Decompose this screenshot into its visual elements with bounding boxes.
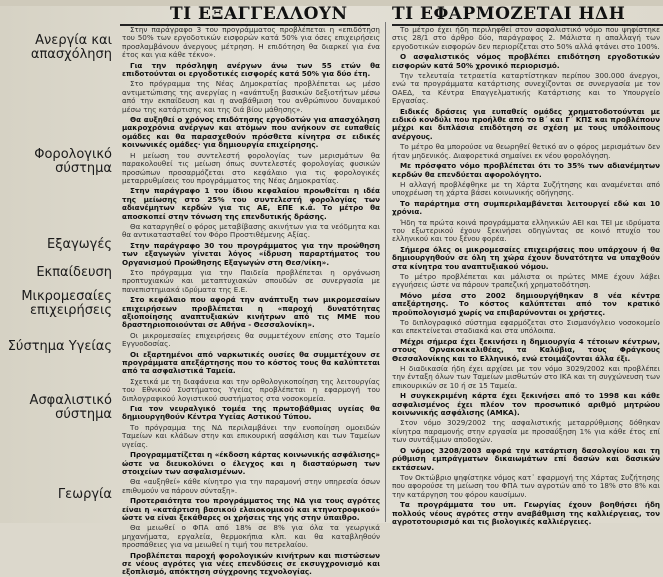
article-paragraph: Ήδη τα πρώτα κοινά προγράμματα ελληνικών ΑΕΙ και ΤΕΙ με ιδρύματα του εξωτερικού έχουν ξεκινήσει οδηγώντας σε κοινό πτυχίο του ελληνικού και του ξένου φορέα. (392, 217, 660, 244)
article-paragraph: Μόνο μέσα στο 2002 δημιουργήθηκαν 8 νέα κέντρα απεξάρτησης. Το κόστος καλύπτεται από τον κρατικό προϋπολογισμό χωρίς να επιβαρύνονται οι χρήστες. (392, 290, 660, 317)
article-paragraph: Το μέτρο προβλέπεται και μάλιστα οι πρώτες ΜΜΕ έχουν λάβει εγγυήσεις ώστε να πάρουν τραπεζική χρηματοδότηση. (392, 271, 660, 290)
left-column-text (122, 25, 380, 577)
article-paragraph: Οι μικρομεσαίες επιχειρήσεις θα συμμετέχουν επίσης στο Ταμείο Εγγυοδοσίας. (122, 330, 380, 349)
left-column-heading: ΤΙ ΕΞΑΓΓΕΛΛΟΥΝ (170, 4, 348, 24)
article-paragraph: Ο ασφαλιστικός νόμος προβλέπει επιδότηση εργοδοτικών εισφορών κατά 50% χρονικό περιορισμό. (392, 52, 660, 70)
article-paragraph: Θα μειωθεί ο ΦΠΑ από 18% σε 8% για όλα τα γεωργικά μηχανήματα, εργαλεία, θερμοκήπια κλπ. και θα καταβληθούν προσπάθειες για να μειωθεί η τιμή του πετρελαίου. (122, 523, 380, 550)
article-paragraph: Προγραμματίζεται η «έκδοση κάρτας κοινωνικής ασφάλισης» ώστε να διευκολύνει ο έλεγχος και η διασταύρωση των στοιχείων των ασφαλισμένων. (122, 450, 380, 476)
article-paragraph: Σχετικά με τη διαφάνεια και την ορθολογικοποίηση της λειτουργίας του Εθνικού Συστήματος Υγείας προβλέπεται η εφαρμογή του διπλογραφικού λογιστικού συστήματος στα νοσοκομεία. (122, 376, 380, 403)
article-paragraph: Ο νόμος 3208/2003 αφορά την κατάρτιση δασολογίου και τη ρύθμιση εμπράγματων δικαιωμάτων επί δασών και δασικών εκτάσεων. (392, 445, 660, 472)
right-column-text (392, 25, 660, 526)
article-paragraph: Τα προγράμματα του υπ. Γεωργίας έχουν βοηθήσει ήδη πολλούς νέους αγρότες στην αναβάθμιση της καλλιέργειας, τον αγροτοτουρισμό και τις βιολογικές καλλιέργειες. (392, 500, 660, 526)
article-paragraph: Το μέτρο θα μπορούσε να θεωρηθεί θετικό αν ο φόρος μερισμάτων δεν ήταν μηδενικός. Διαφορετικά σημαίνει εκ νέου φορολόγηση. (392, 142, 660, 160)
article-paragraph: Στο πρόγραμμα για την Παιδεία προβλέπεται η οργάνωση προπτυχιακών και μεταπτυχιακών σπουδών σε συνεργασία με πανεπιστημιακά ιδρύματα της Ε.Ε. (122, 267, 380, 294)
article-paragraph: Θα καταργηθεί ο φόρος μεταβίβασης ακινήτων για τα νεόδμητα και θα αντικατασταθεί τον Φόρο Προστιθέμενης Αξίας. (122, 221, 380, 240)
article-paragraph: Οι εξαρτημένοι από ναρκωτικές ουσίες θα συμμετέχουν σε προγράμματα απεξάρτησης που το κόστος τους θα καλύπτεται από τα ασφαλιστικά Ταμεία. (122, 349, 380, 376)
article-paragraph: Στο πρόγραμμα της Νέας Δημοκρατίας προβλέπεται ως μέσο αντιμετώπισης της ανεργίας η «ανάπτυξη βασικών δεξιοτήτων μέσω από την εκπαίδευση και η αναβάθμιση του ανθρώπινου δυναμικού μέσω της κατάρτισης και της διά βίου μάθησης». (122, 79, 380, 114)
article-paragraph: Στην παράγραφο 3 του προγράμματος προβλέπεται η «επιδότηση του 50% των εργοδοτικών εισφορών κατά 50% για όσες επιχειρήσεις προσλαμβάνουν άνεργους μέτρηση. Η επιδότηση θα διαρκεί για ένα έτος και για κάθε τέκνο». (122, 25, 380, 60)
article-paragraph: Με πρόσφατο νόμο προβλέπεται ότι το 35% των αδιανέμητων κερδών θα επενδύεται αφορολόγητο. (392, 161, 660, 179)
article-paragraph: Η αλλαγή προβλέφθηκε με τη Χάρτα Συζήτησης και αναμένεται από υποχρέωση τη χάρτα βάσει κοινωνικής οδήγησης. (392, 179, 660, 198)
article-paragraph: Στην παράγραφο 30 του προγράμματος για την προώθηση των εξαγωγών γίνεται λόγος «ίδρυση παραρτήματος του Οργανισμού Προώθησης Εξαγωγών στη Θεσ/νίκη». (122, 240, 380, 267)
article-paragraph: Προτεραιότητα του προγράμματος της ΝΔ για τους αγρότες είναι η «κατάρτιση βασικού ελαιοκομικού και κτηνοτροφικού» ώστε να είναι ξεκάθαρες οι χρήσεις της γης στην ύπαιθρο. (122, 496, 380, 522)
column-divider (385, 22, 386, 522)
section-sidebar (0, 20, 120, 523)
article-paragraph: Η διαδικασία ήδη έχει αρχίσει με τον νόμο 3029/2002 και προβλέπει την ένταξη όλων των Ταμείων μισθωτών στο ΙΚΑ και τη συγχώνευση των επικουρικών σε 10 ή σε 15 Ταμεία. (392, 364, 660, 390)
article-paragraph: Στον νόμο 3029/2002 της ασφαλιστικής μεταρρύθμισης δόθηκαν κίνητρα παραμονής στην εργασία με προσαύξηση 1% για κάθε έτος επί των συντάξιμων αποδοχών. (392, 418, 660, 445)
article-paragraph: Το πρόγραμμα της ΝΔ περιλαμβάνει την ενοποίηση ομοειδών Ταμείων και κλάδων στην και επικουρική ασφάλιση και των Ταμείων υγείας. (122, 422, 380, 449)
article-paragraph: Η μείωση του συντελεστή φορολογίας των μερισμάτων θα παρακολουθεί τις μείωση όπως συντελεστές φορολογίας φυσικών προσώπων προσαρμόζεται στο κεφάλαιο για τις φορολογικές μεταρρυθμίσεις του προγράμματος της Νέας Δημοκρατίας. (122, 150, 380, 185)
section-label-smes: Μικρομεσαίες επιχειρήσεις (21, 289, 112, 318)
section-label-insurance-system: Ασφαλιστικό σύστημα (29, 393, 112, 422)
article-paragraph: Μέχρι σήμερα έχει ξεκινήσει η δημιουργία 4 τέτοιων κέντρων, στους Ορνακοκκαλιθέας, τα Καλύβια, τους Φράγκους Θεσσαλονίκης και το Ελληνικό, ενώ ετοιμάζονται άλλα έξι. (392, 336, 660, 363)
article-paragraph: Θα αυξηθεί ο χρόνος επιδότησης εργοδοτών για απασχόληση μακροχρόνια ανέργων και ατόμων που ανήκουν σε ευπαθείς ομάδες και θα παρασχεθούν πρόσθετα κίνητρα σε ειδικές κοινωνικές ομάδες· για δημιουργία επιχείρησης. (122, 115, 380, 150)
article-paragraph: Για τον νευραλγικό τομέα της πρωτοβάθμιας υγείας θα δημιουργηθούν Κέντρα Υγείας Αστικού Τύπου. (122, 404, 380, 422)
article-paragraph: Τον Οκτώβριο ψηφίστηκε νόμος κατ᾽ εφαρμογή της Χάρτας Συζήτησης που αφορούσε τη μείωση του ΦΠΑ των αγροτών από το 18% στο 8% και την κατάργηση του φόρου καυσίμων. (392, 472, 660, 499)
article-paragraph: Η συγκεκριμένη κάρτα έχει ξεκινήσει από το 1998 και κάθε ασφαλισμένος έχει πλέον τον προσωπικό αριθμό μητρώου κοινωνικής ασφάλισης (ΑΜΚΑ). (392, 391, 660, 418)
article-paragraph: Το παράρτημα στη συμπεριλαμβάνεται λειτουργεί εδώ και 10 χρόνια. (392, 198, 660, 217)
article-paragraph: Την τελευταία τετραετία καταρτίστηκαν περίπου 300.000 άνεργοι, ενώ τα προγράμματα κατάρτισης συνεχίζονται σε συνεργασία με τον ΟΑΕΔ, τα Κέντρα Επαγγελματικής Κατάρτισης και το Υπουργείο Εργασίας. (392, 71, 660, 106)
article-paragraph: Για την πρόσληψη ανέργων άνω των 55 ετών θα επιδοτούνται οι εργοδοτικές εισφορές κατά 50% για δύο έτη. (122, 60, 380, 79)
article-paragraph: Στο κεφάλαιο που αφορά την ανάπτυξη των μικρομεσαίων επιχειρήσεων προβλέπεται η «παροχή δυνατότητας αξιοποίησης αναπτυξιακών κινήτρων από τις ΜΜΕ που δραστηριοποιούνται σε Αθήνα - Θεσσαλονίκη». (122, 295, 380, 330)
article-paragraph: Προβλέπεται παροχή φορολογικών κινήτρων και πιστώσεων σε νέους αγρότες για νέες επενδύσεις σε εκσυγχρονισμό και εξοπλισμό, απόκτηση σύγχρονης τεχνολογίας. (122, 550, 380, 577)
section-label-agriculture: Γεωργία (57, 487, 112, 502)
article-paragraph: Σήμερα όλες οι μικρομεσαίες επιχειρήσεις που υπάρχουν ή θα δημιουργηθούν σε όλη τη χώρα έχουν δυνατότητα να υπαχθούν στα κίνητρα του αναπτυξιακού νόμου. (392, 244, 660, 271)
section-label-unemployment: Ανεργία και απασχόληση (30, 33, 112, 62)
article-paragraph: Το μέτρο έχει ήδη περιληφθεί στον ασφαλιστικό νόμο που ψηφίστηκε στις 28/1 στο άρθρο δύο, παράγραφος 2. Μάλιστα η απαλλαγή των εργοδοτικών εισφορών δεν περιορίζεται στο 50% αλλά φτάνει στο 100%. (392, 25, 660, 51)
article-paragraph: Θα «αυξηθεί» κάθε κίνητρο για την παραμονή στην υπηρεσία όσων επιθυμούν να πάρουν σύνταξη». (122, 477, 380, 495)
section-label-education: Εκπαίδευση (36, 265, 112, 280)
article-paragraph: Ειδικές δράσεις για ευπαθείς ομάδες χρηματοδοτούνται με ειδικό κονδύλι που προήλθε από το Β΄ και Γ΄ ΚΠΣ και προβλέπουν μέχρι και διπλάσια επιδότηση σε σχέση με τους υπόλοιπους ανέργους. (392, 106, 660, 141)
section-label-tax-system: Φορολογικό σύστημα (34, 147, 112, 176)
section-label-exports: Εξαγωγές (47, 237, 112, 252)
article-paragraph: Το διπλογραφικό σύστημα εφαρμόζεται στο Σισμανόγλειο νοσοκομείο και επεκτείνεται σταδιακά και στα υπόλοιπα. (392, 318, 660, 336)
right-column-heading: ΤΙ ΕΦΑΡΜΟΖΕΤΑΙ ΗΔΗ (392, 4, 626, 24)
article-paragraph: Στην παράγραφο 1 του ίδιου κεφαλαίου προωθείται η ιδέα της μείωσης στο 25% του συντελεστή φορολογίας των αδιανέμητων κερδών για τις ΑΕ, ΕΠΕ κ.ά. Το μέτρο θα αποσκοπεί στην τόνωση της επενδυτικής δράσης. (122, 186, 380, 221)
section-label-health-system: Σύστημα Υγείας (7, 339, 112, 354)
